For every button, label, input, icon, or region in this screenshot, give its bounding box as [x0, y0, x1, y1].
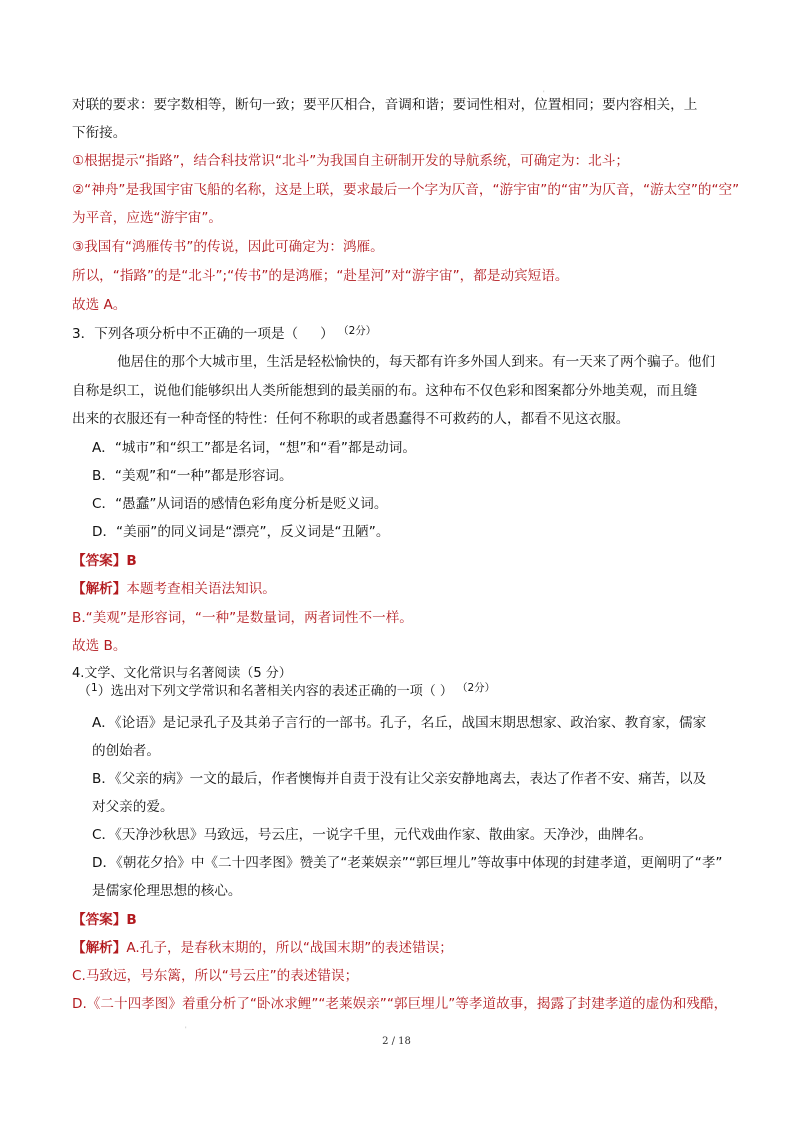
q4-analysis-label: 【解析】: [72, 940, 127, 956]
q3-choose: 故选 B。: [72, 638, 127, 654]
q3-stem-close: ）: [320, 326, 334, 342]
q3-stem-text: 3．下列各项分析中不正确的一项是（: [72, 326, 299, 342]
q3-passage-line2: 自称是织工，说他们能够织出人类所能想到的最美丽的布。这种布不仅色彩和图案都分外地美观，而且缝: [72, 383, 698, 399]
q4-option-b-line2: 对父亲的爱。: [92, 799, 174, 815]
q3-option-a: A．“城市”和“织工”都是名词，“想”和“看”都是动词。: [92, 440, 416, 456]
q4-answer-label: 【答案】: [72, 912, 127, 928]
q3-explain-prefix: B.: [72, 610, 86, 626]
q4-sub-num: 1: [91, 682, 98, 694]
q4-option-c: C．《天净沙秋思》马致远，号云庄，一说字千里，元代戏曲作家、散曲家。天净沙，曲牌名。: [92, 827, 653, 843]
q3-answer-value: B: [126, 553, 137, 569]
q4-analysis-a-text: A.孔子，是春秋末期的，所以“战国末期”的表述错误；: [126, 940, 453, 956]
clue-3: ③我国有“鸿雁传书”的传说，因此可确定为：鸿雁。: [72, 239, 384, 255]
q4-option-a-line2: 的创始者。: [92, 743, 160, 759]
q4-option-d-line1: D．《朝花夕拾》中《二十四孝图》赞美了“老莱娱亲”“郭巨埋儿”等故事中体现的封建孝道，更阐明了“孝”: [92, 855, 723, 871]
q3-option-d: D．“美丽”的同义词是“漂亮”，反义词是“丑陋”。: [92, 524, 390, 540]
q3-stem: [72, 325, 376, 344]
q4-heading: 4.文学、文化常识与名著阅读（5 分）: [72, 666, 292, 681]
scan-speck: ': [543, 90, 545, 97]
clue-2-line1: ②“神舟”是我国宇宙飞船的名称，这是上联，要求最后一个字为仄音，“游宇宙”的“宙”为仄音，“游太空”的“空”: [72, 182, 740, 198]
clue-1: ①根据提示“指路”，结合科技常识“北斗”为我国自主研制开发的导航系统，可确定为：北斗；: [72, 153, 629, 169]
q3-passage-line3: 出来的衣服还有一种奇怪的特性：任何不称职的或者愚蠢得不可救药的人，都看不见这衣服。: [72, 411, 630, 427]
q3-analysis-label: 【解析】: [72, 581, 127, 597]
q4-answer-value: B: [126, 912, 137, 928]
page-number: 2 / 18: [382, 1036, 411, 1047]
q3-option-b: B．“美观”和“一种”都是形容词。: [92, 468, 293, 484]
q3-explain-text: “美观”是形容词，“一种”是数量词，两者词性不一样。: [85, 610, 413, 626]
q4-sub-stem: [78, 683, 495, 701]
q4-sub-open: （: [78, 684, 92, 699]
duilian-requirements-line1: 对联的要求：要字数相等，断句一致；要平仄相合，音调和谐；要词性相对，位置相同；要内容相关，上: [72, 97, 698, 113]
q3-score: （2分）: [338, 325, 377, 337]
q3-analysis-text: 本题考查相关语法知识。: [126, 581, 276, 597]
clue-2-line2: 为平音，应选“游宇宙”。: [72, 210, 223, 226]
q3-answer: [72, 552, 137, 570]
summary-line: 所以，“指路”的是“北斗”;“传书”的是鸿雁；“赴星河”对“游宇宙”，都是动宾短语。: [72, 268, 569, 284]
q3-passage-line1: 他居住的那个大城市里，生活是轻松愉快的，每天都有许多外国人到来。有一天来了两个骗子。他们: [117, 354, 716, 370]
scan-speck: ': [185, 1026, 187, 1033]
q4-analysis-c: C.马致远，号东篱，所以“号云庄”的表述错误；: [72, 968, 359, 984]
duilian-requirements-line2: 下衔接。: [72, 125, 127, 141]
q3-option-c: C．“愚蠢”从词语的感情色彩角度分析是贬义词。: [92, 496, 388, 512]
choose-answer: 故选 A。: [72, 297, 127, 313]
q3-answer-label: 【答案】: [72, 553, 127, 569]
q3-explain: [72, 609, 413, 627]
q4-answer: [72, 911, 137, 929]
q4-sub-score: （2分）: [456, 682, 496, 694]
q4-option-b-line1: B．《父亲的病》一文的最后，作者懊悔并自责于没有让父亲安静地离去，表达了作者不安、痛苦，以及: [92, 771, 707, 787]
q4-analysis-d: D.《二十四孝图》着重分析了“卧冰求鲤”“老莱娱亲”“郭巨埋儿”等孝道故事，揭露了封建孝道的虚伪和残酷，: [72, 996, 728, 1012]
q4-analysis-a: [72, 939, 453, 957]
q3-analysis: [72, 580, 276, 598]
q4-option-a-line1: A．《论语》是记录孔子及其弟子言行的一部书。孔子，名丘，战国末期思想家、政治家、教育家，儒家: [92, 715, 707, 731]
q4-sub-stem-text: ）选出对下列文学常识和名著相关内容的表述正确的一项（ ）: [97, 684, 453, 699]
q4-option-d-line2: 是儒家伦理思想的核心。: [92, 883, 242, 899]
